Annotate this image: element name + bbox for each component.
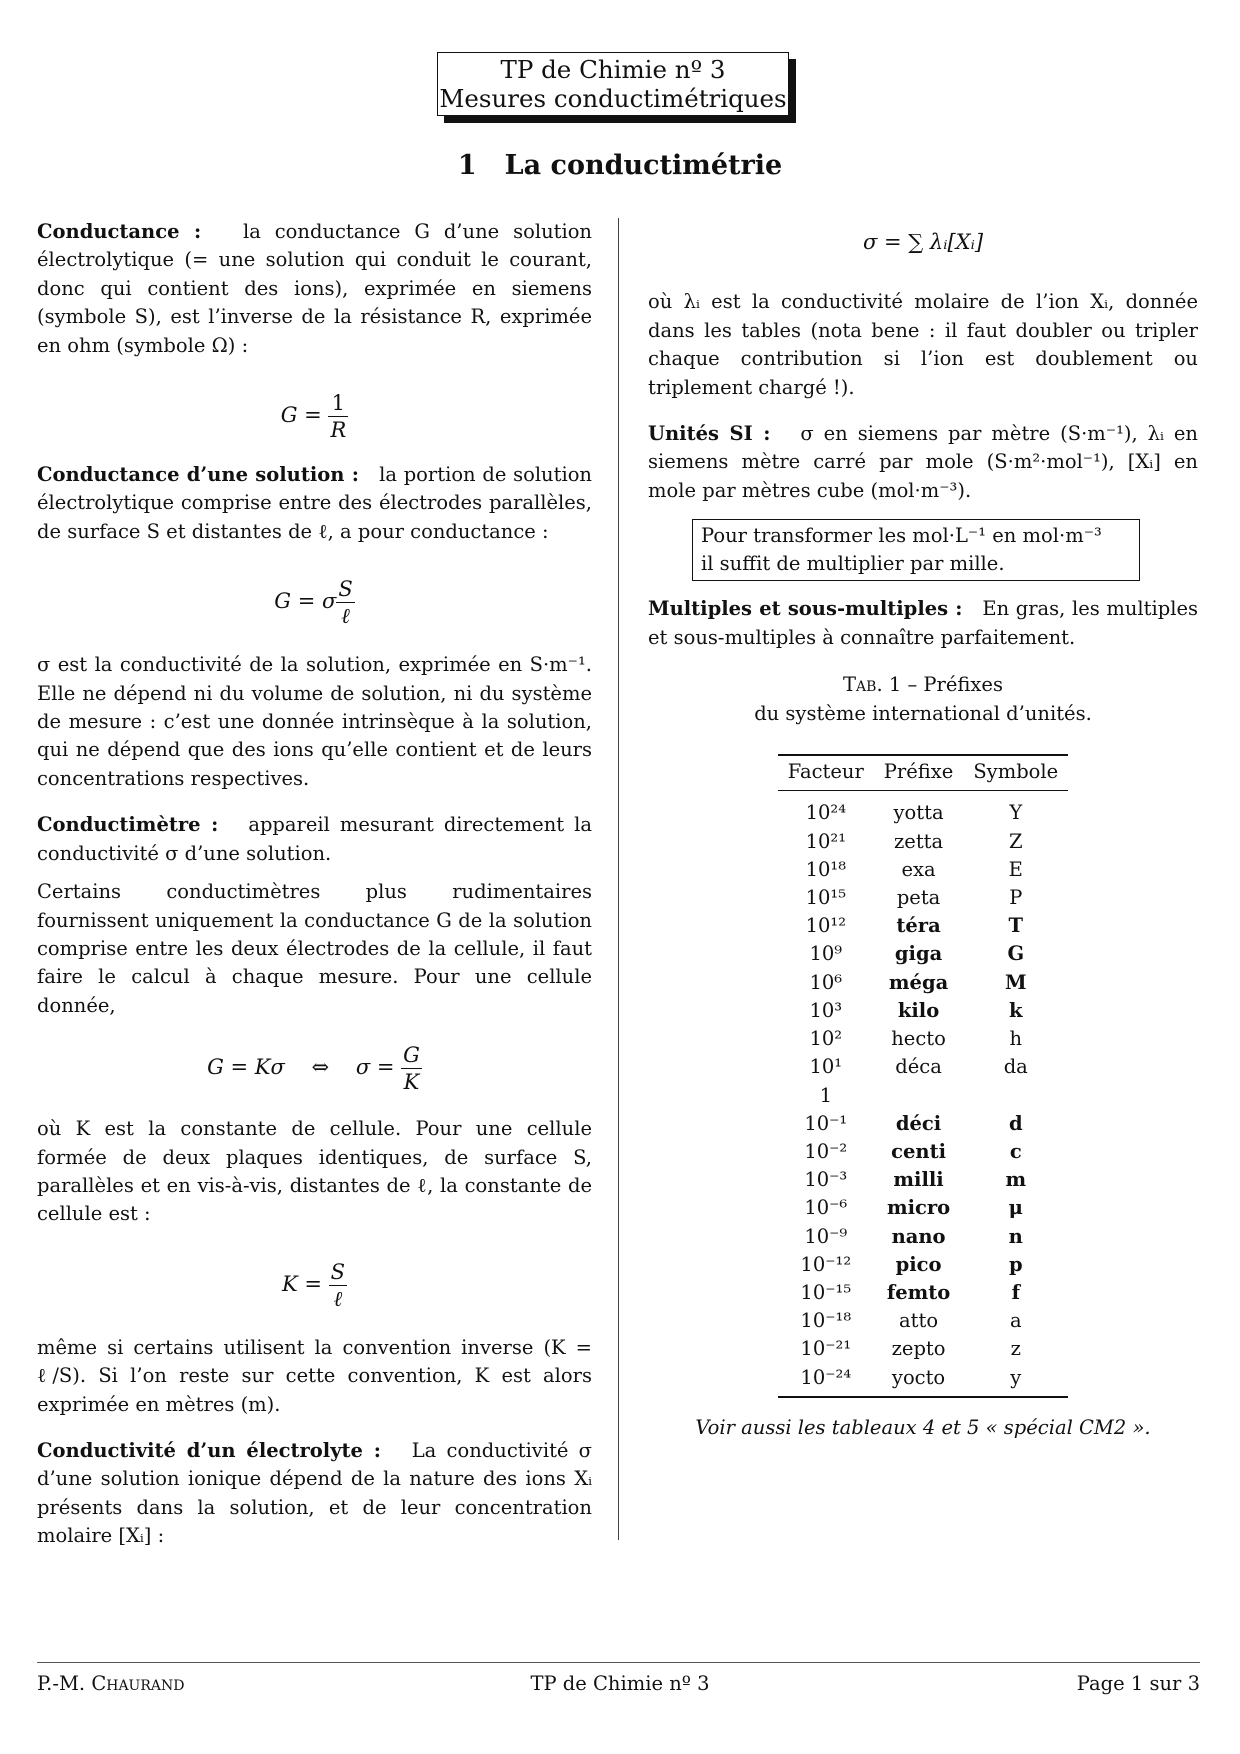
table-row (778, 884, 1068, 912)
eq3-numerator: G (403, 1043, 420, 1068)
cell-factor: 10⁻² (804, 1139, 848, 1163)
table-header-row (778, 755, 1068, 791)
footer-page-number: Page 1 sur 3 (1076, 1672, 1200, 1695)
cell-factor: 10²¹ (805, 829, 847, 853)
cell-factor: 10⁻⁶ (804, 1196, 848, 1220)
table-row (778, 1110, 1068, 1138)
table-row (778, 791, 1068, 828)
header-prefix: Préfixe (874, 755, 964, 791)
section-heading (0, 150, 1240, 181)
cell-prefix: centi (891, 1139, 946, 1163)
cell-prefix: kilo (897, 998, 940, 1022)
eq3-denominator: K (403, 1070, 420, 1095)
cell-factor: 10¹⁸ (805, 857, 847, 881)
cell-factor: 1 (819, 1083, 832, 1107)
cell-symbol: p (1008, 1252, 1023, 1276)
table-row (778, 1138, 1068, 1166)
cell-factor: 10¹² (805, 914, 847, 938)
table-row (778, 1053, 1068, 1081)
cell-symbol: μ (1008, 1196, 1023, 1220)
box-line-2: il suffit de multiplier par mille. (701, 552, 1005, 576)
cell-factor: 10² (809, 1027, 843, 1051)
table-row (778, 1307, 1068, 1335)
eq4-lhs: K = (281, 1271, 322, 1296)
cell-prefix: exa (901, 857, 936, 881)
paragraph-sigma: σ est la conductivité de la solution, exprimée en S·m⁻¹. Elle ne dépend ni du volume de solution, ni du système de mesure : c’est une donnée intrinsèque à la solution, qui ne dépend que des ions qu’elle contient et de leurs concentrations respectives. (37, 653, 592, 790)
cell-factor: 10²⁴ (805, 801, 847, 825)
table-row (778, 969, 1068, 997)
table-row (778, 856, 1068, 884)
cell-prefix: zepto (891, 1337, 946, 1361)
eq1-lhs: G = (280, 403, 322, 428)
cell-symbol: y (963, 1364, 1068, 1397)
eq3-equivalence-arrow: ⇔ (311, 1055, 330, 1080)
table-row (778, 1335, 1068, 1363)
footer-divider (37, 1662, 1200, 1663)
cell-factor: 10¹⁵ (805, 886, 847, 910)
term-units: Unités SI : (648, 422, 771, 446)
table-row (778, 1279, 1068, 1307)
cell-symbol: h (1009, 1027, 1023, 1051)
cell-prefix: pico (895, 1252, 942, 1276)
equation-k-s-over-l (37, 1259, 592, 1312)
cell-factor: 10⁶ (809, 970, 843, 994)
cell-prefix: yocto (874, 1364, 964, 1397)
term-conductimetre: Conductimètre : (37, 813, 219, 837)
cell-factor: 10⁻¹⁸ (800, 1309, 852, 1333)
term-electrolyte: Conductivité d’un électrolyte : (37, 1438, 381, 1462)
text-electrolyte: La conductivité σ d’une solution ionique dépend de la nature des ions Xᵢ présents dans la solution, et de leur concentration molaire [Xᵢ] : (37, 1438, 592, 1548)
footer-author-text: P.-M. Chaurand (37, 1672, 185, 1695)
cell-factor: 10⁻¹ (804, 1111, 848, 1135)
table-row (778, 1166, 1068, 1194)
text-multiples: En gras, les multiples et sous-multiples à connaître parfaitement. (648, 597, 1198, 649)
eq3-fraction (401, 1042, 422, 1095)
table-row (778, 1223, 1068, 1251)
cell-symbol: m (1005, 1168, 1027, 1192)
cell-symbol: f (1011, 1280, 1020, 1304)
equation-g-k-sigma (37, 1042, 592, 1095)
cell-symbol: z (1010, 1337, 1021, 1361)
table-row (778, 1251, 1068, 1279)
cell-symbol: Z (1008, 829, 1023, 853)
cell-prefix: milli (893, 1168, 944, 1192)
title-line-1: TP de Chimie nº 3 (500, 55, 726, 84)
term-conductance-solution: Conductance d’une solution : (37, 463, 359, 487)
cell-factor: 10⁹ (809, 942, 843, 966)
cell-prefix: peta (896, 886, 941, 910)
table-row (778, 1364, 1068, 1397)
left-column (37, 218, 592, 1551)
cell-prefix: méga (888, 970, 949, 994)
paragraph-electrolyte (37, 1437, 592, 1551)
eq2-denominator: ℓ (341, 604, 350, 629)
header-symbol: Symbole (963, 755, 1068, 791)
cell-prefix: yotta (893, 801, 944, 825)
equation-sigma-sum: σ = ∑ λᵢ[Xᵢ] (862, 230, 984, 254)
caption-tab-label: Tab. (843, 673, 883, 697)
footer-course: TP de Chimie nº 3 (530, 1672, 710, 1695)
caption-line-1: 1 – Préfixes (888, 673, 1003, 697)
column-divider (618, 218, 619, 1540)
cell-symbol: E (1008, 857, 1023, 881)
cell-symbol: a (1009, 1309, 1022, 1333)
paragraph-units (648, 420, 1198, 505)
table-row (778, 940, 1068, 968)
table-caption (648, 670, 1198, 728)
cell-symbol: c (1009, 1139, 1022, 1163)
section-number: 1 (457, 150, 477, 181)
si-prefixes-table (778, 754, 1068, 1398)
cell-prefix: femto (886, 1280, 951, 1304)
cell-prefix: zetta (894, 829, 944, 853)
see-also-note: Voir aussi les tableaux 4 et 5 « spécial CM2 ». (695, 1415, 1151, 1439)
cell-symbol: k (1009, 998, 1023, 1022)
right-column (648, 218, 1198, 1442)
table-body (778, 791, 1068, 1397)
table-row (778, 1194, 1068, 1222)
cell-symbol: T (1008, 914, 1024, 938)
paragraph-lambda: où λᵢ est la conductivité molaire de l’ion Xᵢ, donnée dans les tables (nota bene : il faut doubler ou tripler chaque contribution si l’ion est doublement ou triplement chargé !). (648, 290, 1198, 399)
header-factor: Facteur (778, 755, 874, 791)
table-row (778, 828, 1068, 856)
eq4-fraction (329, 1259, 347, 1312)
eq3-lhs: G = Kσ (207, 1055, 285, 1080)
cell-symbol: n (1008, 1224, 1023, 1248)
table-row (778, 1025, 1068, 1053)
conversion-note-box (692, 519, 1140, 581)
eq2-fraction (336, 576, 354, 629)
cell-prefix: déci (895, 1111, 942, 1135)
text-conductance: la conductance G d’une solution électrolytique (= une solution qui conduit le courant, donc qui contient des ions), exprimée en siemens (symbole S), est l’inverse de la résistance R, exprimée en ohm (symbole Ω) : (37, 220, 592, 357)
eq4-numerator: S (330, 1259, 346, 1284)
equation-g-sigma-s-over-l (37, 576, 592, 629)
cell-prefix: nano (891, 1224, 946, 1248)
cell-prefix: déca (895, 1055, 942, 1079)
cell-factor: 10¹ (809, 1055, 843, 1079)
cell-factor: 10⁻³ (804, 1168, 848, 1192)
text-conductance-solution: la portion de solution électrolytique comprise entre des électrodes parallèles, de surface S et distantes de ℓ, a pour conductance : (37, 463, 592, 543)
paragraph-cell-constant: où K est la constante de cellule. Pour une cellule formée de deux plaques identiques, de surface S, parallèles et en vis-à-vis, distantes de ℓ, la constante de cellule est : (37, 1117, 592, 1226)
eq2-numerator: S (338, 577, 353, 602)
caption-line-2: du système international d’unités. (754, 702, 1092, 726)
cell-factor: 10⁻²¹ (800, 1337, 852, 1361)
cell-symbol: Y (1009, 801, 1023, 825)
text-conductimetre: appareil mesurant directement la conductivité σ d’une solution. (37, 813, 592, 865)
section-title: La conductimétrie (504, 150, 783, 181)
cell-factor: 10⁻⁹ (804, 1224, 848, 1248)
cell-prefix: hecto (891, 1027, 946, 1051)
eq4-denominator: ℓ (333, 1286, 343, 1311)
cell-symbol: P (1009, 886, 1023, 910)
cell-symbol: da (1003, 1055, 1028, 1079)
cell-factor: 10⁻¹⁵ (800, 1280, 852, 1304)
title-line-2: Mesures conductimétriques (439, 84, 787, 113)
cell-factor: 10⁻²⁴ (778, 1364, 874, 1397)
cell-symbol: d (1008, 1111, 1023, 1135)
paragraph-conductimetre (37, 811, 592, 868)
cell-factor: 10³ (809, 998, 843, 1022)
eq1-denominator: R (330, 418, 347, 443)
eq1-fraction (328, 390, 348, 443)
paragraph-inverse-convention: même si certains utilisent la convention inverse (K = ℓ/S). Si l’on reste sur cette convention, K est alors exprimée en mètres (m). (37, 1335, 592, 1416)
eq3-mid: σ = (355, 1055, 395, 1080)
cell-prefix: atto (899, 1309, 939, 1333)
equation-g-1-over-r (37, 390, 592, 443)
paragraph-certains: Certains conductimètres plus rudimentaires fournissent uniquement la conductance G de la solution comprise entre les deux électrodes de la cellule, il faut faire le calcul à chaque mesure. Pour une cellule donnée, (37, 880, 592, 1017)
cell-prefix: téra (896, 914, 941, 938)
cell-symbol: M (1004, 970, 1027, 994)
cell-prefix: giga (894, 942, 943, 966)
box-line-1: Pour transformer les mol·L⁻¹ en mol·m⁻³ (701, 524, 1102, 548)
paragraph-conductance-solution (37, 461, 592, 546)
term-conductance: Conductance : (37, 220, 202, 243)
cell-symbol (963, 1082, 1068, 1110)
document-title-box (437, 52, 789, 116)
table-row (778, 912, 1068, 940)
text-units: σ en siemens par mètre (S·m⁻¹), λᵢ en siemens mètre carré par mole (S·m²·mol⁻¹), [Xᵢ] en mole par mètres cube (mol·m⁻³). (648, 422, 1198, 502)
cell-symbol: G (1007, 942, 1025, 966)
paragraph-multiples (648, 595, 1198, 652)
table-row (778, 997, 1068, 1025)
term-multiples: Multiples et sous-multiples : (648, 597, 963, 621)
cell-prefix (874, 1082, 964, 1110)
cell-factor: 10⁻¹² (800, 1252, 852, 1276)
eq2-lhs: G = σ (274, 589, 337, 614)
paragraph-conductance (37, 218, 592, 360)
cell-prefix: micro (886, 1196, 951, 1220)
table-row (778, 1082, 1068, 1110)
eq1-numerator: 1 (328, 390, 348, 417)
